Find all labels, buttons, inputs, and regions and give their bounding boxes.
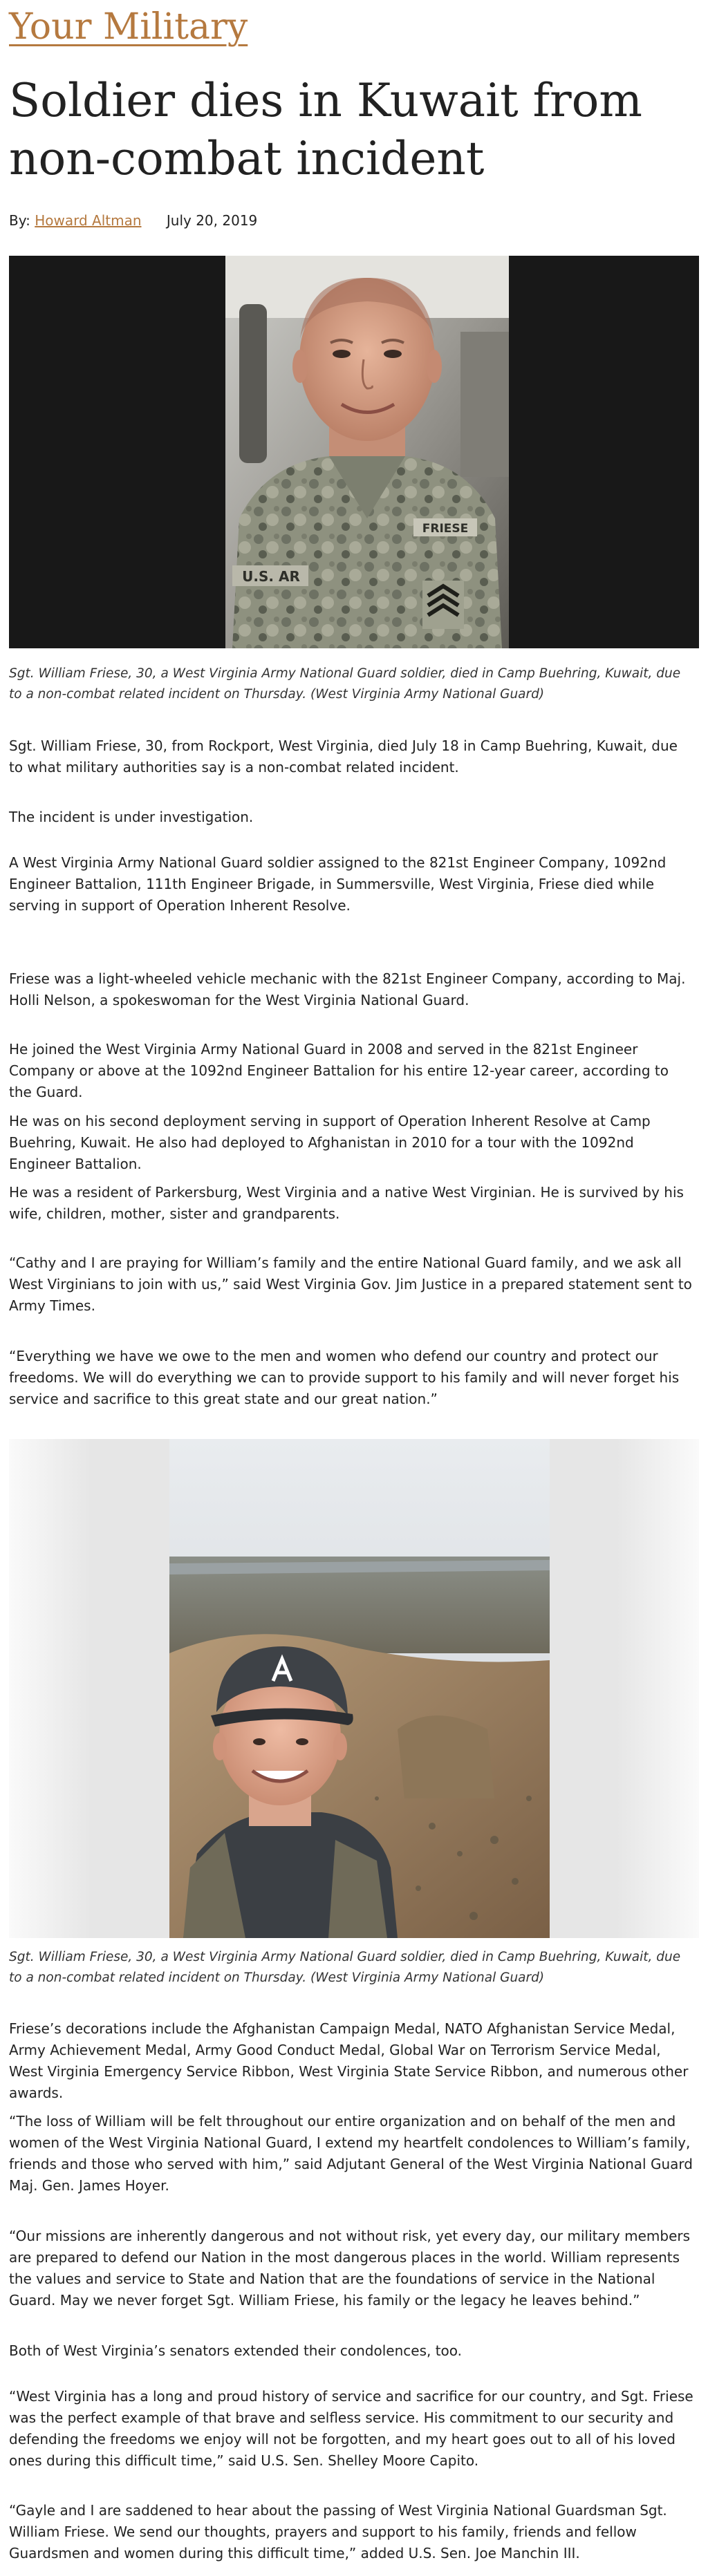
paragraph: He joined the West Virginia Army National Guard in 2008 and served in the 821st Engineer Company or above at the 1092nd Engineer Battalion for his entire 12-year career, according to the Guard. [9,1041,669,1100]
paragraph: The incident is under investigation. [9,809,254,825]
photo-2-caption: Sgt. William Friese, 30, a West Virginia Army National Guard soldier, died in Camp Buehring, Kuwait, due to a non-combat related incident on Thursday. (West Virginia Army National Guard) [9,1950,681,1985]
paragraph: A West Virginia Army National Guard soldier assigned to the 821st Engineer Company, 1092nd Engineer Battalion, 111th Engineer Brigade, in Summersville, West Virginia, Friese died while serving in support of Operation Inherent Resolve. [9,854,667,914]
paragraph: Both of West Virginia’s senators extended their condolences, too. [9,2342,463,2359]
paragraph: “Gayle and I are saddened to hear about the passing of West Virginia National Guardsman Sgt. William Friese. We send our thoughts, prayers and support to his family, friends and fellow Guardsmen and women during this difficult time,” added U.S. Sen. Joe Manchin III. [9,2502,667,2561]
byline [9,210,257,231]
paragraph: “Everything we have we owe to the men and women who defend our country and protect our freedoms. We will do everything we can to provide support to his family and will never forget his service and sacrifice to this great state and our great nation.” [9,1348,680,1407]
article-title: Soldier dies in Kuwait from non-combat incident [9,74,642,185]
sergeant-rank-icon [422,581,464,629]
photo-2-frame [9,1439,699,1938]
paragraph: Friese was a light-wheeled vehicle mechanic with the 821st Engineer Company, according to Maj. Holli Nelson, a spokeswoman for the West Virginia National Guard. [9,970,686,1008]
photo-1-caption: Sgt. William Friese, 30, a West Virginia Army National Guard soldier, died in Camp Buehring, Kuwait, due to a non-combat related incident on Thursday. (West Virginia Army National Guard) [9,666,681,702]
paragraph: He was a resident of Parkersburg, West Virginia and a native West Virginian. He is survived by his wife, children, mother, sister and grandparents. [9,1184,684,1222]
publish-date: July 20, 2019 [166,212,258,229]
paragraph: “Cathy and I are praying for William’s family and the entire National Guard family, and we ask all West Virginians to join with us,” said West Virginia Gov. Jim Justice in a prepared statement sent to Army Times. [9,1254,692,1314]
soldier-portrait-photo[interactable] [225,256,509,648]
soldier-mountain-photo[interactable] [169,1439,550,1938]
paragraph: “West Virginia has a long and proud history of service and sacrifice for our country, and Sgt. Friese was the perfect example of that brave and selfless service. His commitment to our security and defending the freedoms we enjoy will not be forgotten, and my heart goes out to all of his loved ones during this difficult time,” said U.S. Sen. Shelley Moore Capito. [9,2388,693,2469]
uniform-tape-text: U.S. AR [242,568,300,585]
author-link[interactable]: Howard Altman [35,212,142,229]
paragraph: Sgt. William Friese, 30, from Rockport, West Virginia, died July 18 in Camp Buehring, Kuwait, due to what military authorities say is a non-combat related incident. [9,737,678,775]
paragraph: “Our missions are inherently dangerous and not without risk, yet every day, our military members are prepared to defend our Nation in the most dangerous places in the world. William represents the values and service to State and Nation that are the foundations of service in the National Guard. May we never forget Sgt. William Friese, his family or the legacy he leaves behind.” [9,2228,691,2309]
name-tape-text: FRIESE [422,522,469,536]
byline-prefix: By: [9,212,30,229]
section-link[interactable]: Your Military [9,6,248,48]
paragraph: Friese’s decorations include the Afghanistan Campaign Medal, NATO Afghanistan Service Medal, Army Achievement Medal, Army Good Conduct Medal, Global War on Terrorism Service Medal, West Virginia Emergency Service Ribbon, West Virginia State Service Ribbon, and numerous other awards. [9,2020,689,2101]
paragraph: “The loss of William will be felt throughout our entire organization and on behalf of the men and women of the West Virginia National Guard, I extend my heartfelt condolences to William’s family, friends and those who served with him,” said Adjutant General of the West Virginia National Guard Maj. Gen. James Hoyer. [9,2113,693,2194]
photo-1-frame [9,256,699,648]
paragraph: He was on his second deployment serving in support of Operation Inherent Resolve at Camp Buehring, Kuwait. He also had deployed to Afghanistan in 2010 for a tour with the 1092nd Engineer Battalion. [9,1113,651,1172]
